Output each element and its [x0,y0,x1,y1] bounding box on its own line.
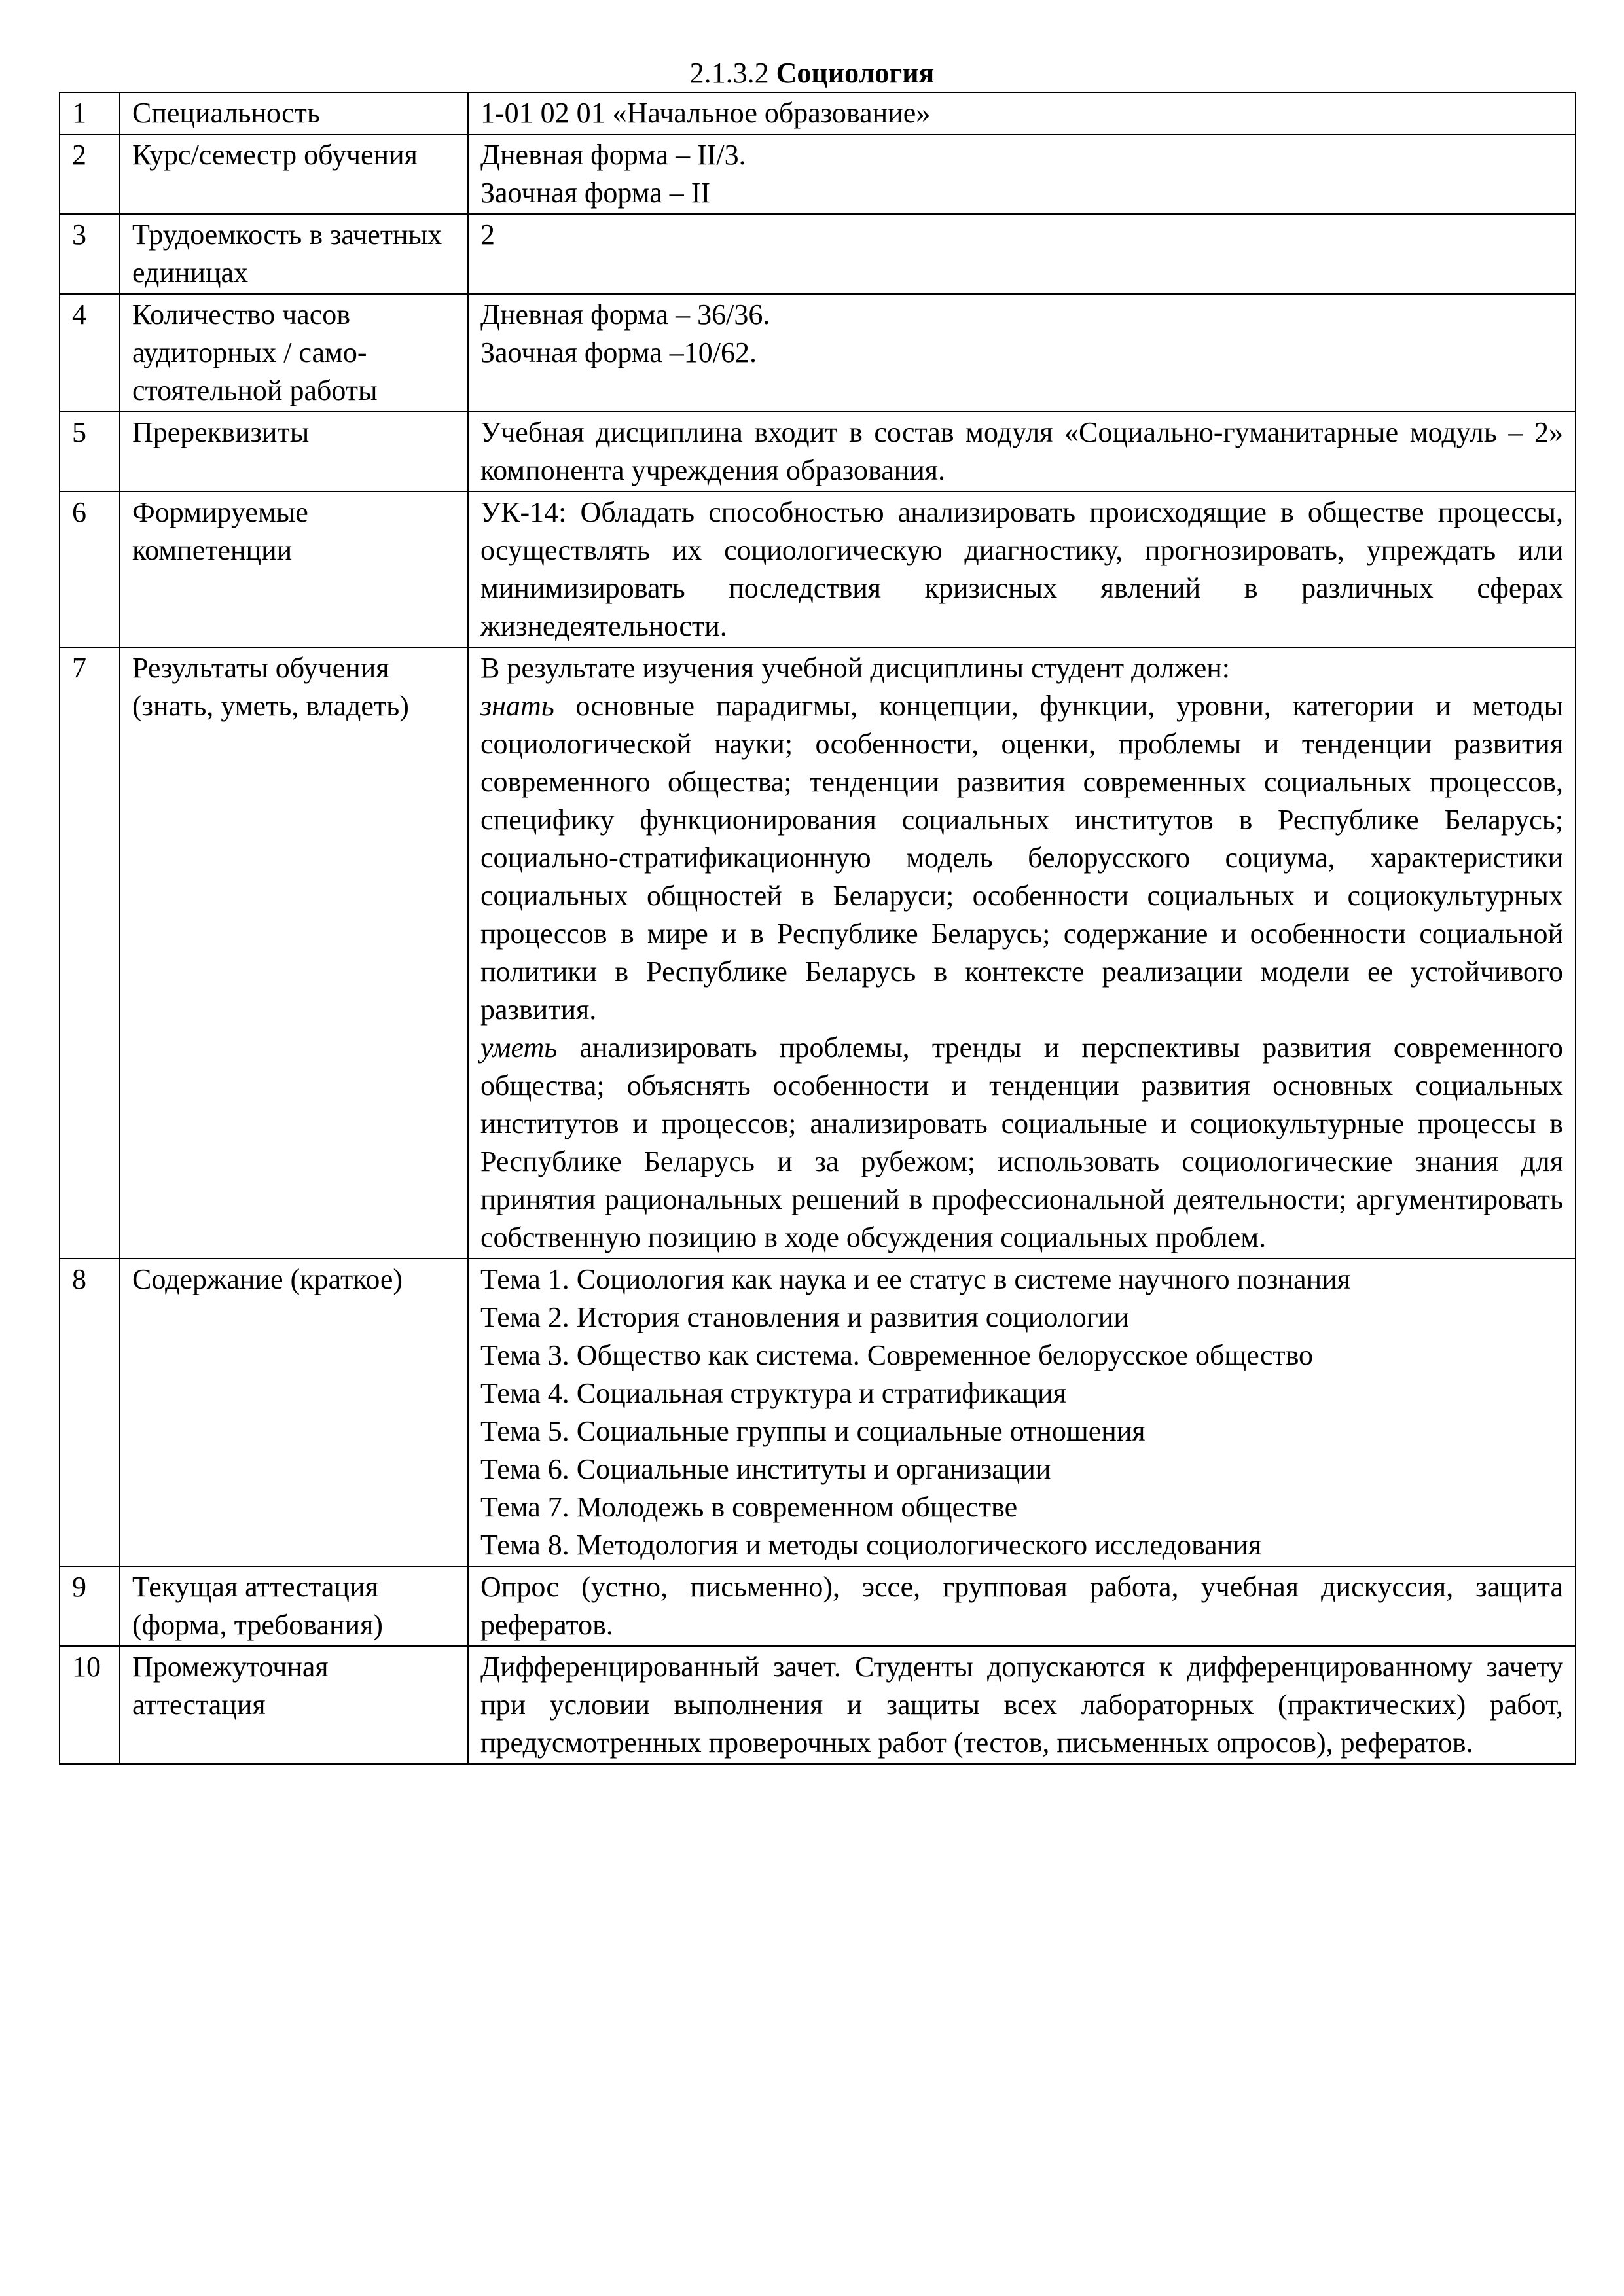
row-name: Курс/семестр обучения [120,134,468,214]
row-value [468,294,1576,412]
table-row [60,1566,1576,1646]
topic-item: Тема 4. Социальная структура и стратификация [480,1377,1066,1409]
topic-item: Тема 6. Социальные институты и организации [480,1453,1051,1485]
can-paragraph [480,1029,1563,1257]
row-name: Содержание (краткое) [120,1259,468,1566]
topic-item: Тема 2. История становления и развития социологии [480,1301,1129,1333]
row-name: Результаты обучения (знать, уметь, владеть) [120,647,468,1259]
section-title: Социология [776,57,935,89]
table-row [60,92,1576,134]
table-row [60,134,1576,214]
row-number: 7 [60,647,120,1259]
topic-item: Тема 8. Методология и методы социологического исследования [480,1529,1262,1561]
discipline-table [59,92,1576,1765]
can-label: уметь [480,1031,558,1064]
row-name: Промежуточная аттестация [120,1646,468,1764]
learning-intro: В результате изучения учебной дисциплины студент должен: [480,652,1231,684]
know-paragraph [480,687,1563,1029]
section-heading [0,56,1624,90]
row-number: 6 [60,492,120,647]
value-line: Дневная форма – II/3. [480,139,746,171]
table-row [60,214,1576,294]
row-number: 1 [60,92,120,134]
row-value [468,214,1576,294]
section-number: 2.1.3.2 [689,57,769,89]
topic-item: Тема 1. Социология как наука и ее статус в системе научного познания [480,1263,1350,1295]
row-number: 5 [60,412,120,492]
topic-item: Тема 3. Общество как система. Современное белорусское общество [480,1339,1314,1371]
row-value [468,1259,1576,1566]
row-value: Дифференцированный зачет. Студенты допускаются к дифференцированному зачету при условии выполнения и защиты всех лабораторных (практических) работ, предусмотренных проверочных работ (тестов, письменных опросов), рефератов. [468,1646,1576,1764]
value-line: 1-01 02 01 «Начальное образование» [480,97,931,129]
know-text: основные парадигмы, концепции, функции, уровни, категории и методы социологической науки; особенности, оценки, проблемы и тенденции развития современного общества; тенденции развития современных социальных процессов, специфику функционирования социальных институтов в Республике Беларусь; социально-стратификационную модель белорусского социума, характеристики социальных общностей в Беларуси; особенности социальных и социокультурных процессов в мире и в Республике Беларусь; содержание и особенности социальной политики в Республике Беларусь в контексте реализации модели ее устойчивого развития. [480,690,1563,1026]
row-name: Количество часов аудиторных / само-стоятельной работы [120,294,468,412]
row-name: Пререквизиты [120,412,468,492]
row-value [468,92,1576,134]
row-number: 2 [60,134,120,214]
table-row [60,1259,1576,1566]
can-text: анализировать проблемы, тренды и перспективы развития современного общества; объяснять особенности и тенденции развития основных социальных институтов и процессов; анализировать социальные и социокультурные процессы в Республике Беларусь и за рубежом; использовать социологические знания для принятия рациональных решений в профессиональной деятельности; аргументировать собственную позицию в ходе обсуждения социальных проблем. [480,1031,1563,1253]
row-number: 10 [60,1646,120,1764]
row-name: Текущая аттестация (форма, требования) [120,1566,468,1646]
row-number: 4 [60,294,120,412]
value-line: Заочная форма – II [480,177,711,209]
table-row [60,647,1576,1259]
table-row [60,492,1576,647]
row-value: УК-14: Обладать способностью анализировать происходящие в обществе процессы, осуществлять их социологическую диагностику, прогнозировать, упреждать или минимизировать последствия кризисных явлений в различных сферах жизнедеятельности. [468,492,1576,647]
row-value: Опрос (устно, письменно), эссе, групповая работа, учебная дискуссия, защита рефератов. [468,1566,1576,1646]
row-number: 9 [60,1566,120,1646]
row-name: Формируемые компетенции [120,492,468,647]
value-line: 2 [480,219,495,251]
value-line: Дневная форма – 36/36. [480,298,770,331]
row-value [468,134,1576,214]
row-number: 3 [60,214,120,294]
know-label: знать [480,690,554,722]
topic-item: Тема 7. Молодежь в современном обществе [480,1491,1018,1523]
row-number: 8 [60,1259,120,1566]
table-row [60,294,1576,412]
table-row [60,1646,1576,1764]
row-name: Трудоемкость в зачетных единицах [120,214,468,294]
row-value: Учебная дисциплина входит в состав модуля «Социально-гуманитарные модуль – 2» компонента учреждения образования. [468,412,1576,492]
row-name: Специальность [120,92,468,134]
row-value [468,647,1576,1259]
table-row [60,412,1576,492]
value-line: Заочная форма –10/62. [480,336,757,368]
topic-item: Тема 5. Социальные группы и социальные отношения [480,1415,1146,1447]
